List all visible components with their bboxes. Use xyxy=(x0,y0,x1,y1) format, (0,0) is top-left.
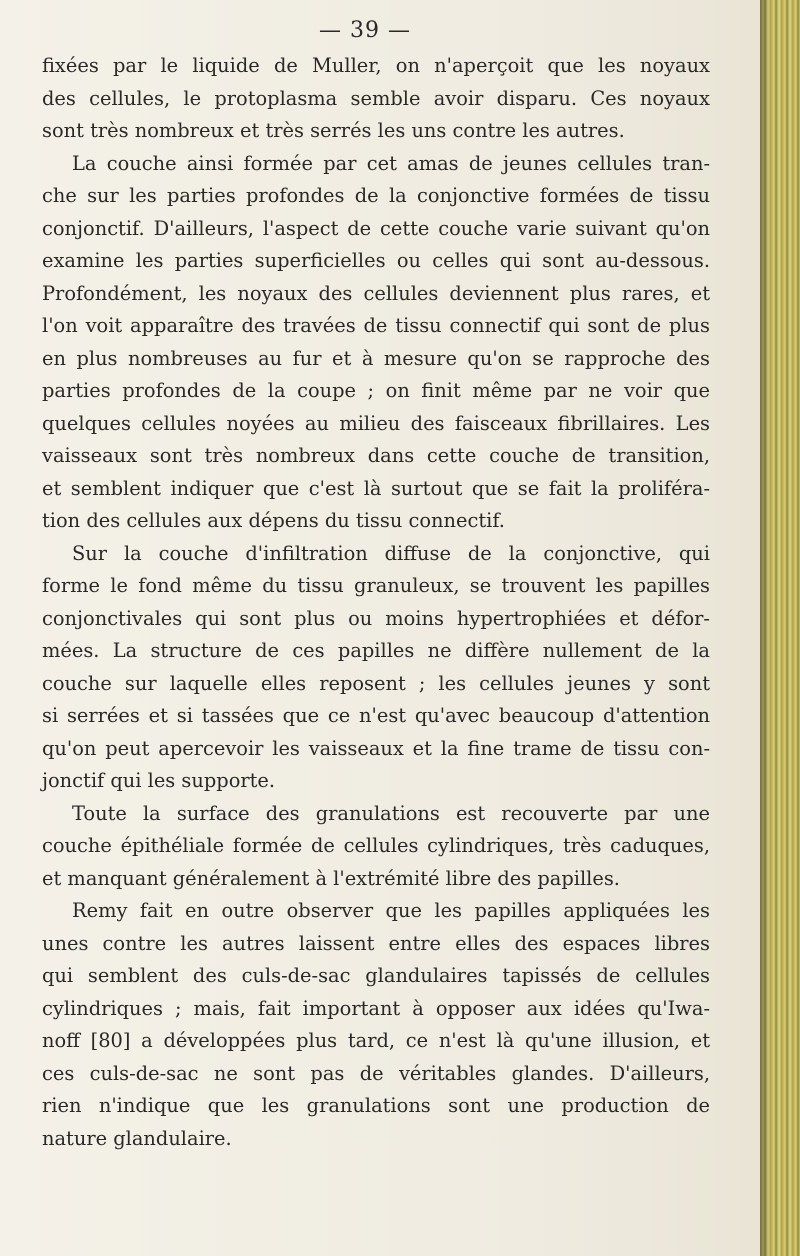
page-number: — 39 — xyxy=(319,18,411,43)
body-text xyxy=(42,50,710,1155)
text-line: nature glandulaire. xyxy=(42,1126,232,1150)
text-line: jonctif qui les supporte. xyxy=(42,769,276,792)
text-line: examine les parties superficielles ou celles qui sont au-dessous. xyxy=(42,249,710,272)
text-line: rien n'indique que les granulations sont une production de xyxy=(42,1094,710,1117)
text-line: sont très nombreux et très serrés les uns contre les autres. xyxy=(42,119,625,142)
text-line: et manquant généralement à l'extrémité libre des papilles. xyxy=(42,866,620,890)
text-line: et semblent indiquer que c'est là surtout que se fait la proliféra- xyxy=(42,476,710,500)
text-line: si serrées et si tassées que ce n'est qu'avec beaucoup d'attention xyxy=(42,704,710,727)
text-line: qu'on peut apercevoir les vaisseaux et la fine trame de tissu con- xyxy=(42,736,710,760)
text-line: Toute la surface des granulations est recouverte par une xyxy=(72,801,710,825)
text-line: Profondément, les noyaux des cellules deviennent plus rares, et xyxy=(42,281,710,305)
text-line: forme le fond même du tissu granuleux, se trouvent les papilles xyxy=(42,574,710,597)
text-line: vaisseaux sont très nombreux dans cette couche de transition, xyxy=(42,444,710,467)
text-line: noff [80] a développées plus tard, ce n'est là qu'une illusion, et xyxy=(42,1029,710,1052)
text-line: conjonctivales qui sont plus ou moins hypertrophiées et défor- xyxy=(42,606,710,630)
text-line: parties profondes de la coupe ; on finit même par ne voir que xyxy=(42,379,710,402)
text-line: couche sur laquelle elles reposent ; les cellules jeunes y sont xyxy=(42,671,710,695)
text-line: cylindriques ; mais, fait important à opposer aux idées qu'Iwa- xyxy=(42,996,710,1020)
text-line: fixées par le liquide de Muller, on n'aperçoit que les noyaux xyxy=(42,54,710,77)
text-line: che sur les parties profondes de la conjonctive formées de tissu xyxy=(42,184,710,207)
text-line: couche épithéliale formée de cellules cylindriques, très caduques, xyxy=(42,834,710,857)
text-line: Sur la couche d'infiltration diffuse de la conjonctive, qui xyxy=(72,541,710,565)
text-line: conjonctif. D'ailleurs, l'aspect de cette couche varie suivant qu'on xyxy=(42,216,710,240)
text-line: des cellules, le protoplasma semble avoir disparu. Ces noyaux xyxy=(42,86,710,110)
text-line: La couche ainsi formée par cet amas de jeunes cellules tran- xyxy=(72,151,710,175)
text-line: quelques cellules noyées au milieu des faisceaux fibrillaires. Les xyxy=(42,411,710,435)
text-line: en plus nombreuses au fur et à mesure qu'on se rapproche des xyxy=(42,346,710,370)
text-line: tion des cellules aux dépens du tissu connectif. xyxy=(42,509,505,532)
text-line: ces culs-de-sac ne sont pas de véritables glandes. D'ailleurs, xyxy=(42,1061,710,1085)
text-line: unes contre les autres laissent entre elles des espaces libres xyxy=(42,931,710,955)
text-line: mées. La structure de ces papilles ne diffère nullement de la xyxy=(42,639,710,662)
text-line: qui semblent des culs-de-sac glandulaires tapissés de cellules xyxy=(42,964,710,987)
text-line: Remy fait en outre observer que les papilles appliquées les xyxy=(72,899,710,922)
text-line: l'on voit apparaître des travées de tissu connectif qui sont de plus xyxy=(42,314,710,337)
page-edge-binding xyxy=(760,0,800,1256)
